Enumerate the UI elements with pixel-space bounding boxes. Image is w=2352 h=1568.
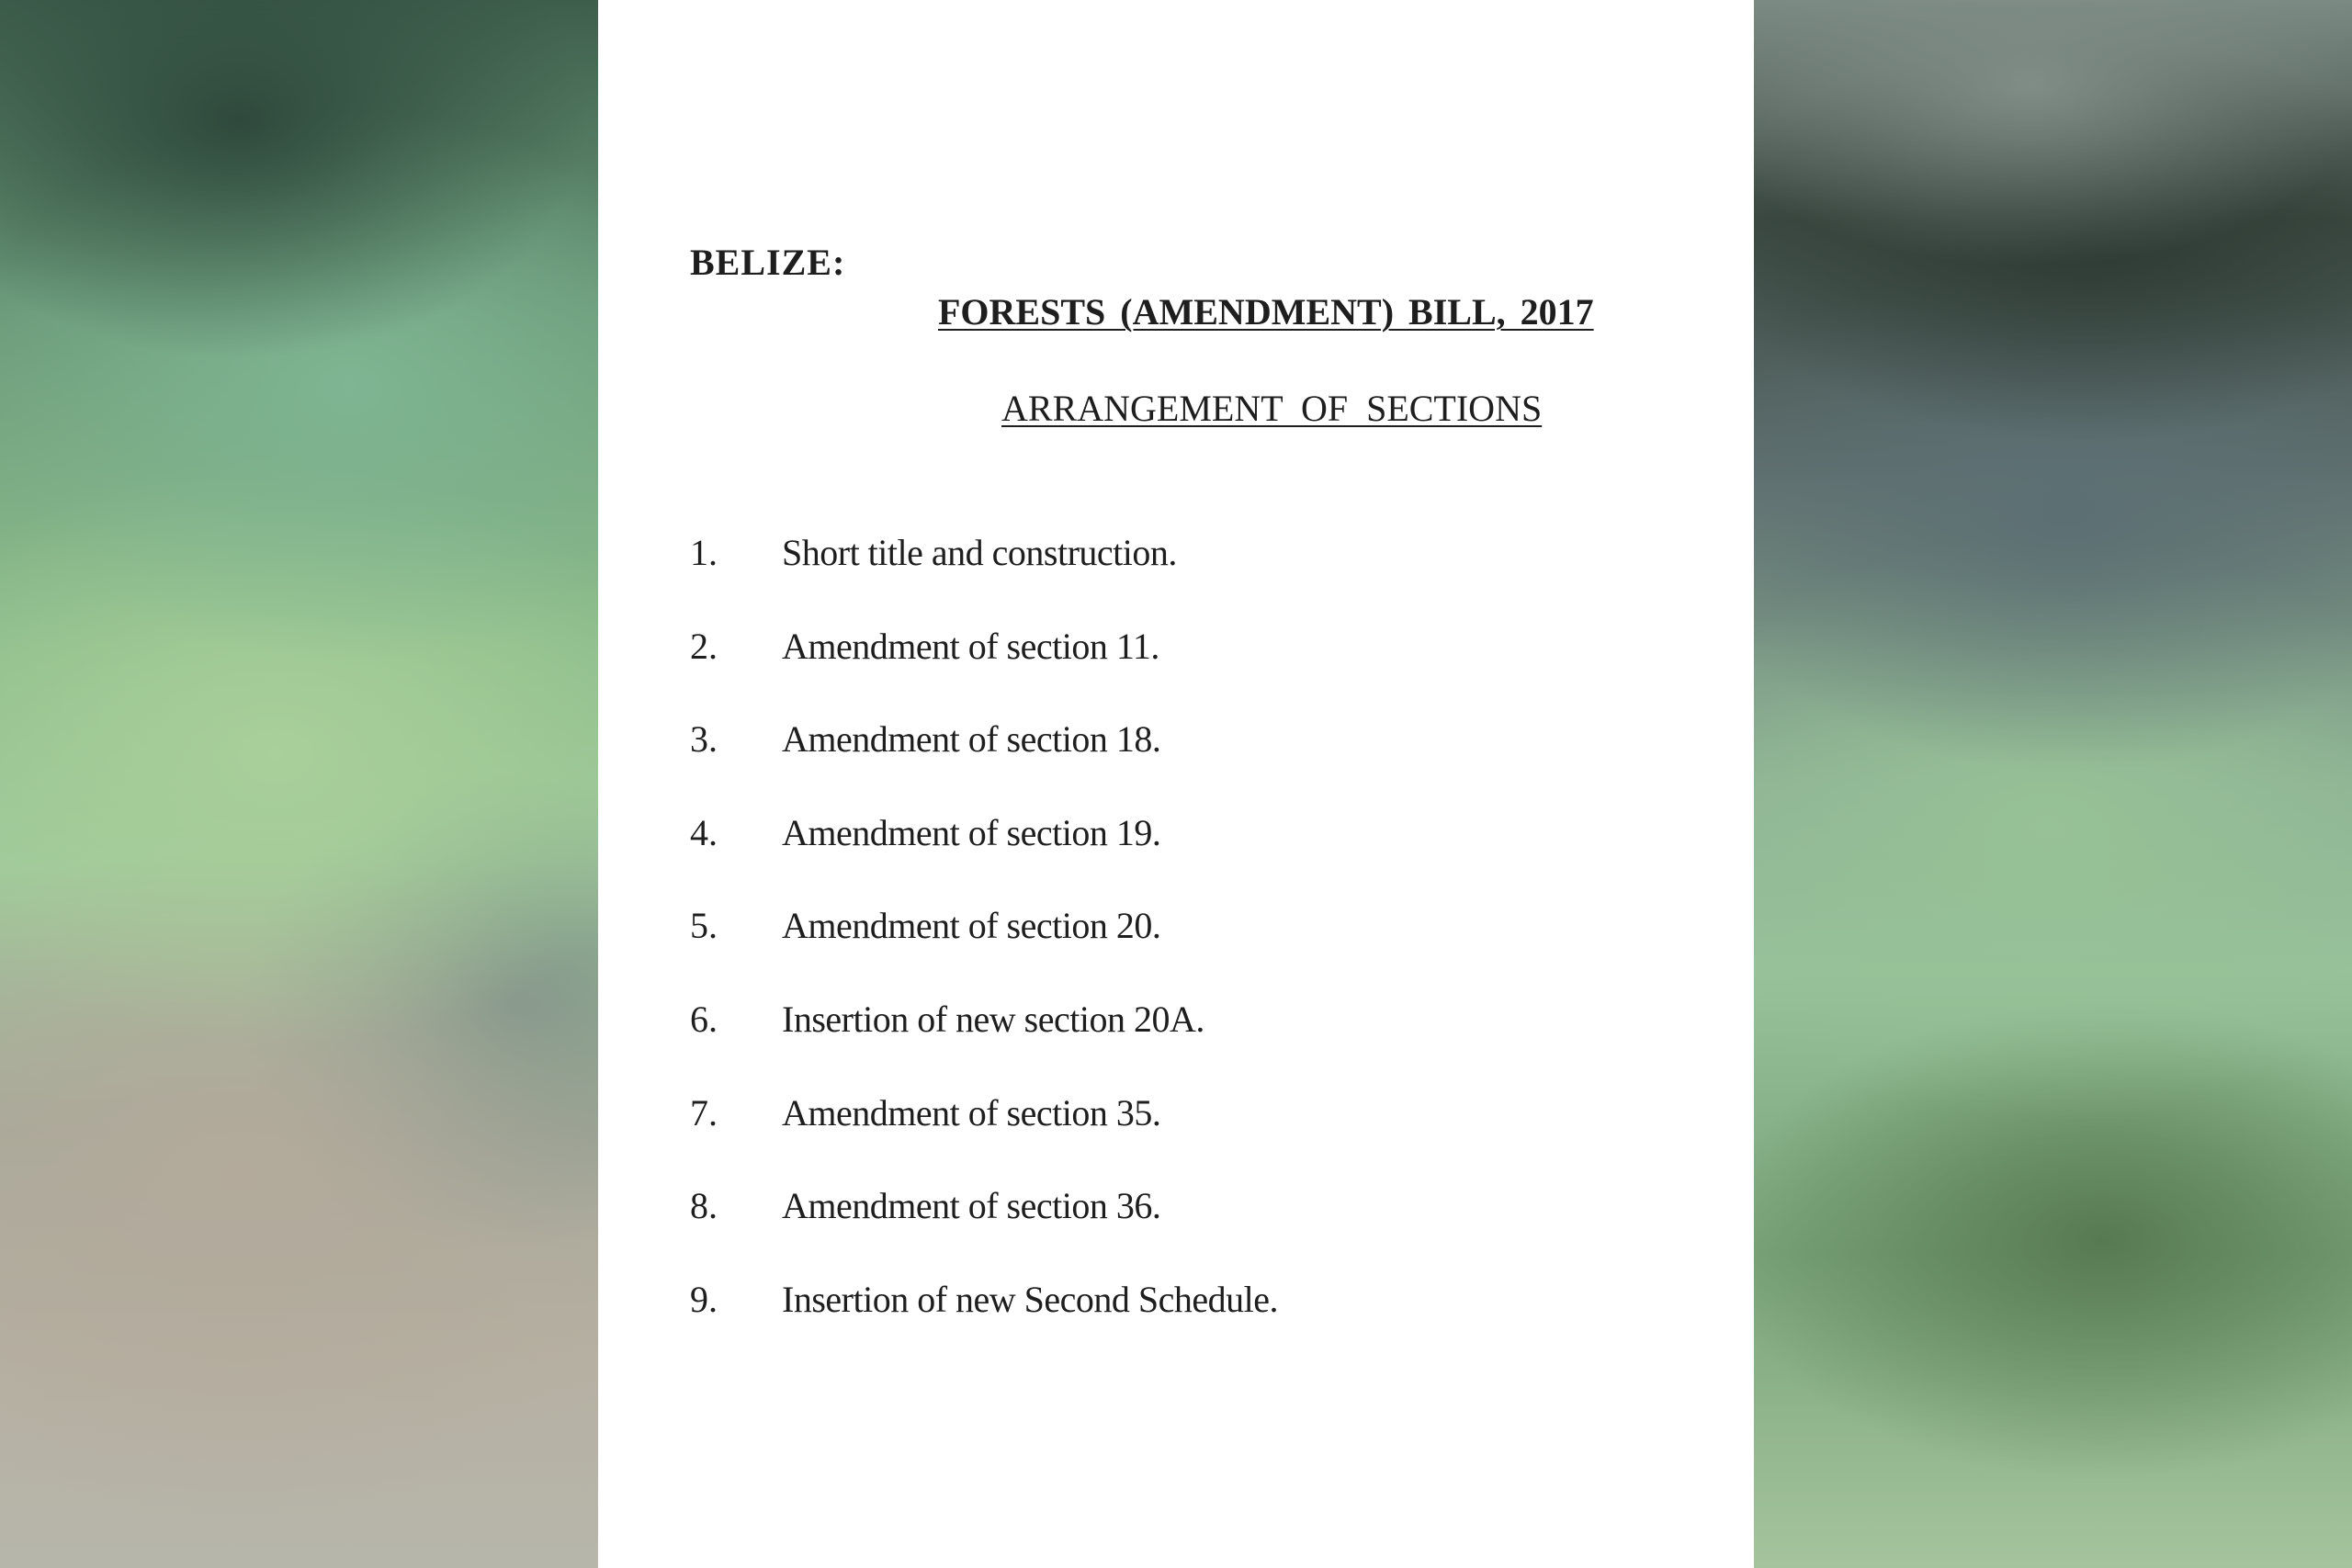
section-number: 2. (690, 625, 718, 667)
section-item (690, 717, 1278, 811)
section-title: Amendment of section 11. (782, 625, 1159, 667)
blurred-background-right (1754, 0, 2352, 1568)
sections-list (690, 531, 1278, 1371)
section-title: Short title and construction. (782, 532, 1177, 573)
section-number: 8. (690, 1185, 718, 1227)
section-item (690, 625, 1278, 718)
section-title: Amendment of section 18. (782, 718, 1161, 761)
section-title: Amendment of section 36. (782, 1185, 1161, 1227)
section-number: 4. (690, 811, 718, 853)
section-item (690, 1091, 1278, 1185)
section-item (690, 531, 1278, 625)
arrangement-heading: ARRANGEMENT OF SECTIONS (1001, 388, 1543, 429)
section-number: 6. (690, 998, 718, 1040)
section-number: 1. (690, 532, 718, 573)
section-title: Amendment of section 35. (782, 1091, 1161, 1134)
document-page (598, 0, 1754, 1568)
section-item (690, 811, 1278, 905)
section-number: 9. (690, 1278, 718, 1320)
section-title: Amendment of section 19. (782, 811, 1161, 853)
section-number: 7. (690, 1091, 718, 1134)
bill-title: FORESTS (AMENDMENT) BILL, 2017 (938, 291, 1594, 333)
section-title: Amendment of section 20. (782, 905, 1161, 947)
section-item (690, 1278, 1278, 1371)
section-number: 5. (690, 905, 718, 947)
blurred-background-left (0, 0, 598, 1568)
section-title: Insertion of new section 20A. (782, 998, 1204, 1040)
section-item (690, 998, 1278, 1091)
section-title: Insertion of new Second Schedule. (782, 1278, 1279, 1320)
section-number: 3. (690, 718, 718, 761)
country-heading: BELIZE: (690, 242, 846, 283)
section-item (690, 904, 1278, 998)
section-item (690, 1184, 1278, 1278)
